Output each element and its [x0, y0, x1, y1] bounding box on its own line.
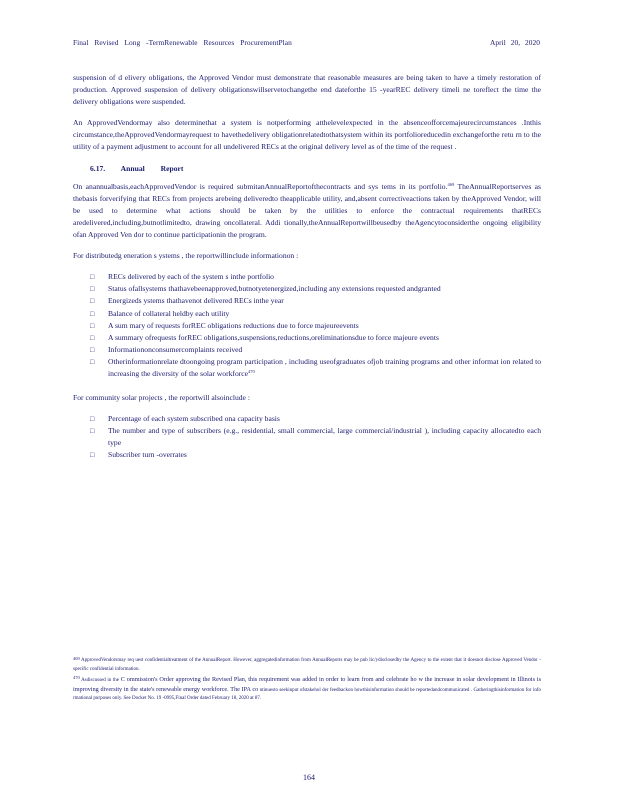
footnote-text-intro: Asdiscussed in the — [81, 678, 119, 684]
list-item — [90, 308, 541, 320]
list-item — [90, 283, 541, 295]
bullet-icon: □ — [90, 415, 95, 424]
document-body — [73, 72, 541, 474]
footnote-text: ApprovedVendorsmay req uest confidentialtreatment of the AnnualReport. However, aggregatedinformation from AnnualReports may be pub lic/ydisclosedby the Agency to the extent that it doesnot disclose Approved Vendor -specific confidential information. — [73, 658, 541, 672]
bullet-icon: □ — [90, 427, 95, 436]
paragraph-annual-report — [73, 181, 541, 241]
paragraph-underperformance: An ApprovedVendormay also determinethat a system is notperforming atthelevelexpected in the absenceofforcemajeurecircumstances .Inthis circumstance,theApprovedVendormayrequest to havethedelivery obligationrelatedtothatsystem within its portfolioreducedin exchangeforthe retu rn to the utility of a payment adjustment to account for all undelivered RECs at the original delivery level as of the time of the request . — [73, 118, 541, 152]
list-item — [90, 344, 541, 356]
list-item-text: RECs delivered by each of the system s inthe portfolio — [108, 272, 274, 282]
footnote-ref-469[interactable]: 469 — [447, 181, 455, 187]
page-number: 164 — [303, 773, 315, 782]
section-heading — [90, 163, 541, 175]
list-community-solar — [73, 413, 541, 461]
paragraph-suspension: suspension of d elivery obligations, the Approved Vendor must demonstrate that reasonable measures are being taken to have a timely restoration of production. Approved suspension of delivery obligationswillservetochangethe end dateforthe 15 -yearREC delivery timeli ne toreflect the time the delivery obligations were suspended. — [73, 73, 541, 107]
list-item-text: The number and type of subscribers (e.g., residential, small commercial, large commercial/industrial ), including capacity allocatedto each type — [108, 426, 541, 448]
list-item-text: A sum mary of requests forREC obligations reductions due to force majeureevents — [108, 320, 359, 330]
annual-report-text-2: TheAnnualReportserves as thebasis forverifying that RECs from projects arebeing deliveredto theapplicable utility, and,absent correctiveactions taken by theApproved Vendor, will be used to determine what actions should be taken by the utilities to enforce the contractual requirements thatRECs aredelivered,including,butnotlimitedto, drawing oncollateral. Addi tionally,theAnnualReportwillbeusedby theAgencytoconsiderthe ongoing eligibility ofan Approved Ven dor to continue participationin the program. — [73, 181, 542, 240]
list-item-text: Balance of collateral heldby each utility — [108, 308, 230, 318]
bullet-icon: □ — [90, 451, 95, 460]
footnote-text-tail: ntinuesto seekinput ofstakehol der feedbackon howthisinformation should be reportedandcommunicated . Gatheringthisinformation for info rmational purposes only. See Docket No. 19 -0995,Final Order dated February 18, 2020 at 87. — [73, 687, 542, 702]
bullet-icon: □ — [90, 309, 95, 318]
bullet-icon: □ — [90, 273, 95, 282]
bullet-icon: □ — [90, 285, 95, 294]
list-item — [90, 295, 541, 307]
footnotes — [73, 657, 541, 706]
footnote-469 — [73, 657, 541, 674]
list-item-text: Otherinformationrelate dtoongoing program participation , including useofgraduates ofjob training programs and other informat ion related to increasing the diversity of the solar workforce — [108, 356, 541, 378]
list-item-text: Status ofallsystems thathavebeenapproved,butnotyetenergized,including any extensions requested andgranted — [108, 284, 441, 294]
section-number: 6.17. — [90, 163, 106, 173]
list-item — [90, 356, 541, 380]
footnote-number: 469 — [73, 656, 80, 661]
list-item-text: Percentage of each system subscribed ona capacity basis — [108, 414, 280, 424]
list-item-text: Energizeds ystems thathavenot delivered RECs inthe year — [108, 296, 284, 306]
list-item — [90, 449, 541, 461]
annual-report-text-1: On anannualbasis,eachApprovedVendor is required submitanAnnualReportofthecontracts and sys tems in its portfolio. — [73, 181, 448, 191]
paragraph-community-solar: For community solar projects , the reportwill alsoinclude : — [73, 393, 250, 403]
bullet-icon: □ — [90, 345, 95, 354]
paragraph-distributed-generation: For distributedg eneration s ystems , the reportwillinclude informationon : — [73, 251, 299, 261]
list-item-text: A summary ofrequests forREC obligations,suspensions,reductions,oreliminationsdue to force majeure events — [108, 332, 439, 342]
list-item — [90, 425, 541, 449]
list-item-text: Subscriber turn -overrates — [108, 450, 187, 460]
list-item — [90, 271, 541, 283]
footnote-470 — [73, 676, 541, 704]
list-item — [90, 413, 541, 425]
header-date: April 20, 2020 — [489, 38, 540, 47]
section-title: Annual Report — [120, 163, 184, 173]
footnote-number: 470 — [73, 675, 80, 681]
bullet-icon: □ — [90, 321, 95, 330]
list-item — [90, 320, 541, 332]
list-item — [90, 332, 541, 344]
header-title: Final Revised Long -TermRenewable Resources ProcurementPlan — [73, 38, 292, 47]
bullet-icon: □ — [90, 357, 95, 366]
bullet-icon: □ — [90, 297, 95, 306]
footnote-ref-470[interactable]: 470 — [248, 368, 255, 374]
bullet-icon: □ — [90, 333, 95, 342]
footnote-text: C ommission's Order approving the Revised Plan, this requirement was added in order to learn from and celebrate ho w the increase in solar development in Illinois is improving diversity in the state's renewable energy workforce. The IPA co — [73, 676, 541, 693]
list-distributed-generation — [73, 271, 541, 380]
list-item-text: Informationonconsumercomplaints received — [108, 344, 243, 354]
